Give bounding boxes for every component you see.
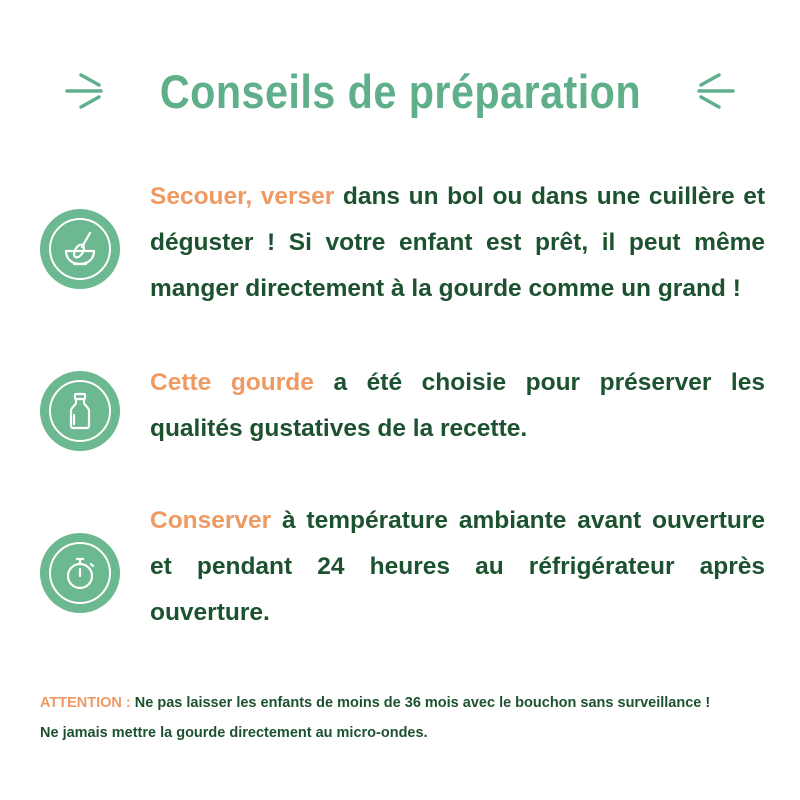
tip-icon-badge — [40, 209, 120, 289]
whisk-bowl-icon — [60, 229, 100, 269]
header — [0, 56, 800, 126]
warning-notice — [40, 688, 770, 748]
warning-line-2: Ne jamais mettre la gourde directement au micro-ondes. — [40, 725, 428, 741]
tip-body: a été choisie pour préserver les qualités gustatives de la recette. — [150, 369, 765, 442]
tip-icon-badge — [40, 533, 120, 613]
stopwatch-icon — [60, 553, 100, 593]
tip-text-pouch — [150, 360, 765, 452]
tip-highlight: Conserver — [150, 507, 272, 534]
tip-text-storage — [150, 498, 765, 636]
right-burst-icon — [695, 67, 739, 115]
tip-highlight: Secouer, verser — [150, 183, 335, 210]
warning-text: Ne pas laisser les enfants de moins de 36 mois avec le bouchon sans surveillance ! — [130, 695, 711, 711]
warning-line-1 — [40, 688, 770, 718]
left-burst-icon — [61, 67, 105, 115]
tip-body: dans un bol ou dans une cuillère et déguster ! Si votre enfant est prêt, il peut même manger directement à la gourde comme un grand ! — [150, 183, 765, 302]
page-title: Conseils de préparation — [159, 64, 641, 118]
tip-body: à température ambiante avant ouverture et pendant 24 heures au réfrigérateur après ouverture. — [150, 507, 765, 626]
tip-highlight: Cette gourde — [150, 369, 314, 396]
warning-label: ATTENTION : — [40, 695, 131, 711]
bottle-icon — [60, 391, 100, 431]
tip-text-shake — [150, 174, 765, 312]
tip-icon-badge — [40, 371, 120, 451]
